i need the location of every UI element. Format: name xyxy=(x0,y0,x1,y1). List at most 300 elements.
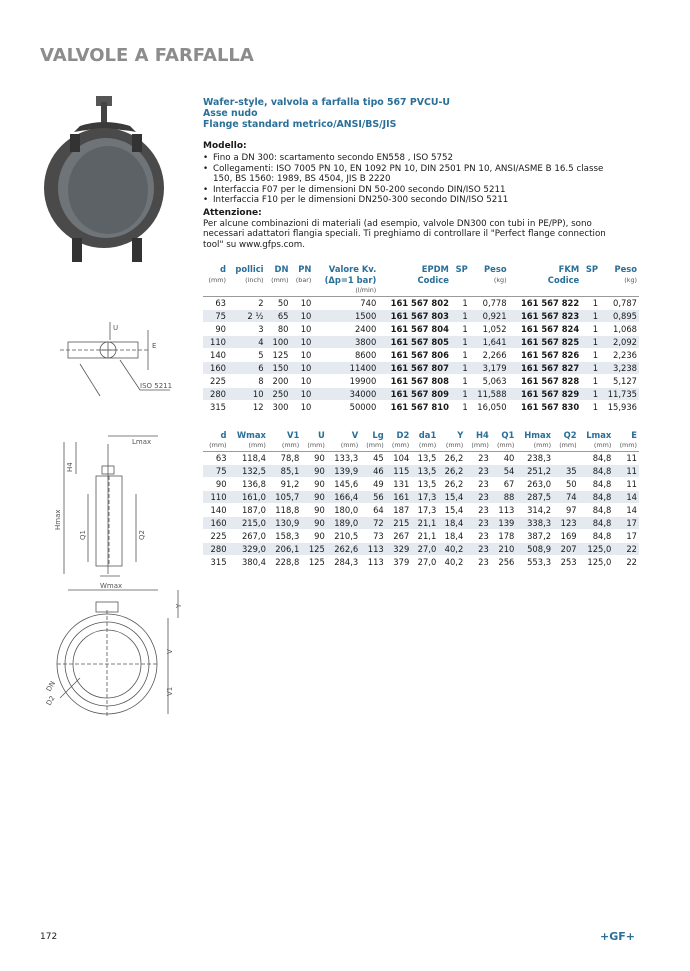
table-cell: 136,8 xyxy=(241,479,266,489)
model-heading: Modello: xyxy=(203,141,247,151)
table-cell: 251,2 xyxy=(516,465,553,478)
table-cell: 161 567 829 xyxy=(509,388,582,401)
table-cell: 1 xyxy=(462,324,468,334)
table-cell: 200 xyxy=(272,376,289,386)
col-unit: (mm) xyxy=(281,441,300,449)
col-unit: (mm) xyxy=(496,441,515,449)
table-cell: 1 xyxy=(451,310,470,323)
table-cell: 161 567 810 xyxy=(390,402,449,412)
h4-label: H4 xyxy=(66,462,74,472)
col-header: d xyxy=(219,264,226,274)
table-cell: 3,238 xyxy=(600,362,639,375)
codes-table-body xyxy=(203,297,639,414)
table-cell: 225 xyxy=(209,376,226,386)
table-cell: 10 xyxy=(291,362,314,375)
table-cell: 23 xyxy=(465,465,491,478)
table-cell: 97 xyxy=(565,505,577,515)
table-cell: 3 xyxy=(258,324,264,334)
col-header: H4 xyxy=(475,430,489,440)
table-cell: 2,092 xyxy=(600,336,639,349)
col-header: SP xyxy=(585,264,599,274)
col-unit: (mm) xyxy=(366,441,384,449)
table-cell: 215 xyxy=(386,517,412,530)
col-unit: (mm) xyxy=(340,441,359,449)
table-row xyxy=(203,517,639,530)
attention-text: Per alcune combinazioni di materiali (ad esempio, valvole DN300 con tubi in PE/PP), sono necessari adattatori flangia speciali. Ti preghiamo di controllare il "Perfect flange connection tool" su www.gfps.com. xyxy=(203,218,606,250)
table-cell: 160 xyxy=(203,517,229,530)
table-cell: 90 xyxy=(301,517,327,530)
table-cell: 1 xyxy=(451,362,470,375)
e-label: E xyxy=(152,342,157,350)
table-cell: 1 xyxy=(451,336,470,349)
table-cell: 16,050 xyxy=(477,402,507,412)
table-cell: 131 xyxy=(393,479,410,489)
table-cell: 1 xyxy=(462,376,468,386)
table-cell: 140 xyxy=(210,505,227,515)
table-cell: 90 xyxy=(314,505,325,515)
table-cell: 19900 xyxy=(349,376,377,386)
table-cell: 187 xyxy=(393,505,410,515)
table-cell: 11,588 xyxy=(470,388,509,401)
col-unit: (mm) xyxy=(533,441,552,449)
table-cell: 105,7 xyxy=(268,491,301,504)
table-cell: 13,5 xyxy=(417,453,437,463)
col-unit: (mm) xyxy=(559,441,577,449)
table-cell: 1 xyxy=(462,402,468,412)
dimensions-table-body xyxy=(203,452,639,569)
col-header: Valore Kv. xyxy=(328,264,377,274)
table-cell: 10 xyxy=(228,388,266,401)
table-cell: 132,5 xyxy=(229,465,268,478)
table-cell: 90 xyxy=(215,324,226,334)
table-cell: 91,2 xyxy=(280,479,300,489)
table-cell: 14 xyxy=(613,491,639,504)
table-cell: 178 xyxy=(498,531,515,541)
col-unit: (mm) xyxy=(619,441,637,449)
dn-label: DN xyxy=(44,679,58,693)
bullet-item: • Interfaccia F10 per le dimensioni DN250-300 secondo DIN/ISO 5211 xyxy=(203,195,616,206)
table-cell: 10 xyxy=(300,324,312,334)
table-cell: 2 xyxy=(258,298,264,308)
col-header-2: (Δp=1 bar) xyxy=(324,275,377,285)
table-cell: 118,8 xyxy=(275,505,300,515)
table-cell: 17,3 xyxy=(411,491,438,504)
table-cell: 26,2 xyxy=(438,465,465,478)
table-cell: 11 xyxy=(626,453,637,463)
col-header: EPDM xyxy=(421,264,449,274)
col-header: Wmax xyxy=(236,430,266,440)
table-cell: 10 xyxy=(291,388,314,401)
table-cell: 115 xyxy=(386,465,412,478)
table-cell: 180,0 xyxy=(334,505,359,515)
table-cell: 139 xyxy=(491,517,517,530)
col-header: Hmax xyxy=(524,430,552,440)
table-cell: 250 xyxy=(266,388,291,401)
col-header: da1 xyxy=(418,430,437,440)
table-cell: 1 xyxy=(581,388,600,401)
subtitle-line: Flange standard metrico/ANSI/BS/JIS xyxy=(203,119,397,130)
table-cell: 6 xyxy=(228,362,266,375)
table-cell: 133,3 xyxy=(334,453,359,463)
table-cell: 84,8 xyxy=(579,517,614,530)
table-cell: 166,4 xyxy=(327,491,360,504)
col-header: Q2 xyxy=(563,430,577,440)
table-cell: 65 xyxy=(266,310,291,323)
col-unit: (kg) xyxy=(624,276,637,284)
table-cell: 46 xyxy=(360,465,386,478)
dimensions-table xyxy=(203,430,639,569)
table-cell: 54 xyxy=(491,465,517,478)
table-cell: 329 xyxy=(386,543,412,556)
table-cell: 210 xyxy=(491,543,517,556)
table-cell: 64 xyxy=(373,505,384,515)
table-cell: 315 xyxy=(209,402,226,412)
table-cell: 10 xyxy=(291,336,314,349)
table-cell: 263,0 xyxy=(527,479,552,489)
table-cell: 253 xyxy=(560,557,577,567)
table-row xyxy=(203,323,639,336)
col-unit: (mm) xyxy=(593,441,612,449)
table-cell: 90 xyxy=(314,531,325,541)
table-cell: 26,2 xyxy=(444,453,464,463)
table-cell: 23 xyxy=(465,517,491,530)
table-cell: 75 xyxy=(203,310,228,323)
col-header: DN xyxy=(274,264,289,274)
table-cell: 1,052 xyxy=(482,324,507,334)
table-cell: 125 xyxy=(308,557,325,567)
bullet-item: • Collegamenti: ISO 7005 PN 10, EN 1092 PN 10, DIN 2501 PN 10, ANSI/ASME B 16.5 classe 150, BS 1560: 1989, BS 4504, JIS B 2220 xyxy=(203,164,616,185)
table-cell: 15,936 xyxy=(607,402,637,412)
table-cell: 150 xyxy=(266,362,291,375)
table-cell: 125,0 xyxy=(579,543,614,556)
table-cell: 1 xyxy=(451,388,470,401)
table-cell: 140 xyxy=(209,350,226,360)
table-row xyxy=(203,349,639,362)
table-row xyxy=(203,504,639,517)
table-cell: 113 xyxy=(498,505,515,515)
subtitle-line: Wafer-style, valvola a farfalla tipo 567 PVCU-U xyxy=(203,97,450,108)
bullet-item: • Interfaccia F07 per le dimensioni DN 50-200 secondo DIN/ISO 5211 xyxy=(203,185,616,196)
col-unit: (mm) xyxy=(208,276,226,284)
table-cell: 22 xyxy=(626,557,637,567)
table-cell: 284,3 xyxy=(334,557,359,567)
q1-label: Q1 xyxy=(79,530,87,540)
table-cell: 1 xyxy=(581,336,600,349)
table-cell: 1500 xyxy=(313,310,378,323)
table-row xyxy=(203,388,639,401)
y-label: Y xyxy=(175,603,183,608)
col-header: V1 xyxy=(286,430,300,440)
table-cell: 90 xyxy=(215,479,227,489)
table-cell: 387,2 xyxy=(527,531,552,541)
table-cell: 125 xyxy=(301,543,327,556)
table-cell: 262,6 xyxy=(327,543,360,556)
table-cell: 63 xyxy=(215,453,227,463)
table-cell: 123 xyxy=(553,517,579,530)
table-cell: 27,0 xyxy=(417,557,437,567)
table-cell: 1 xyxy=(592,298,599,308)
valve-product-image xyxy=(40,88,198,278)
col-unit: (l/min) xyxy=(355,286,377,294)
product-content xyxy=(203,97,637,569)
col-unit: (mm) xyxy=(209,441,227,449)
table-cell: 338,3 xyxy=(516,517,553,530)
table-cell: 300 xyxy=(272,402,289,412)
table-row xyxy=(203,530,639,543)
table-cell: 267 xyxy=(393,531,410,541)
col-header: Q1 xyxy=(501,430,515,440)
iso-label: ISO 5211 xyxy=(140,382,173,390)
table-cell: 3,179 xyxy=(470,362,509,375)
table-cell: 145,6 xyxy=(334,479,359,489)
technical-drawings xyxy=(40,88,198,728)
table-cell: 315 xyxy=(210,557,227,567)
table-cell: 125 xyxy=(272,350,289,360)
col-header: U xyxy=(318,430,325,440)
table-cell: 161 567 806 xyxy=(390,350,449,360)
table-cell: 161 567 825 xyxy=(509,336,582,349)
table-row xyxy=(203,375,639,388)
table-cell: 78,8 xyxy=(280,453,300,463)
col-unit: (mm) xyxy=(418,441,437,449)
table-cell: 5,127 xyxy=(613,376,637,386)
col-header: FKM xyxy=(558,264,580,274)
table-cell: 40 xyxy=(503,453,515,463)
table-cell: 161 567 826 xyxy=(520,350,580,360)
table-cell: 553,3 xyxy=(527,557,552,567)
table-cell: 35 xyxy=(553,465,579,478)
col-unit: (mm) xyxy=(471,441,489,449)
table-cell: 50 xyxy=(565,479,577,489)
table-cell: 17,3 xyxy=(417,505,437,515)
col-header: Lmax xyxy=(586,430,612,440)
col-header: Peso xyxy=(484,264,507,274)
table-cell: 256 xyxy=(498,557,515,567)
table-cell: 2,266 xyxy=(482,350,507,360)
table-cell: 1 xyxy=(592,376,599,386)
table-cell: 0,787 xyxy=(613,298,637,308)
col-header: D2 xyxy=(396,430,410,440)
col-header: V xyxy=(351,430,359,440)
table-cell: 23 xyxy=(478,557,489,567)
table-cell: 13,5 xyxy=(411,465,438,478)
table-cell: 267,0 xyxy=(241,531,266,541)
table-cell: 139,9 xyxy=(327,465,360,478)
table-cell: 84,8 xyxy=(592,531,612,541)
table-cell: 215,0 xyxy=(229,517,268,530)
table-cell: 22 xyxy=(613,543,639,556)
table-cell: 280 xyxy=(203,543,229,556)
table-row xyxy=(203,478,639,491)
col-header: SP xyxy=(455,264,468,274)
subtitle-line: Asse nudo xyxy=(203,108,258,119)
table-cell: 40,2 xyxy=(444,557,464,567)
valve-side-view-drawing xyxy=(40,434,198,584)
table-cell: 23 xyxy=(478,505,489,515)
u-label: U xyxy=(113,324,119,332)
table-cell: 85,1 xyxy=(268,465,301,478)
page-title: VALVOLE A FARFALLA xyxy=(40,45,254,66)
table-cell: 56 xyxy=(360,491,386,504)
table-cell: 10 xyxy=(300,376,312,386)
table-cell: 50000 xyxy=(349,402,377,412)
table-cell: 15,4 xyxy=(438,491,465,504)
hmax-label: Hmax xyxy=(54,509,62,530)
col-unit xyxy=(581,275,600,286)
table-cell: 161 567 807 xyxy=(378,362,451,375)
table-row xyxy=(203,543,639,556)
table-cell: 238,3 xyxy=(527,453,552,463)
table-cell: 113 xyxy=(360,543,386,556)
table-row xyxy=(203,310,639,323)
table-cell: 1,641 xyxy=(470,336,509,349)
table-cell: 161 567 822 xyxy=(520,298,580,308)
table-cell: 23 xyxy=(465,543,491,556)
table-cell: 63 xyxy=(215,298,226,308)
table-cell: 11,735 xyxy=(600,388,639,401)
q2-label: Q2 xyxy=(138,530,146,540)
brand-logo: +GF+ xyxy=(600,930,635,943)
table-cell: 100 xyxy=(266,336,291,349)
table-cell: 84,8 xyxy=(592,453,612,463)
table-cell: 113 xyxy=(367,557,384,567)
table-cell: 161,0 xyxy=(229,491,268,504)
table-cell: 1,068 xyxy=(613,324,637,334)
table-cell: 17 xyxy=(613,517,639,530)
col-unit: (mm) xyxy=(445,441,464,449)
table-cell: 329,0 xyxy=(229,543,268,556)
table-cell: 50 xyxy=(277,298,289,308)
col-unit: (mm) xyxy=(248,441,266,449)
table-cell: 10 xyxy=(300,298,312,308)
table-cell xyxy=(553,452,579,465)
table-cell: 14 xyxy=(626,505,637,515)
table-cell: 90 xyxy=(314,479,325,489)
table-row xyxy=(203,556,639,569)
table-row xyxy=(203,465,639,478)
table-cell: 74 xyxy=(553,491,579,504)
table-cell: 161 567 827 xyxy=(509,362,582,375)
table-row xyxy=(203,362,639,375)
col-header: PN xyxy=(298,264,312,274)
table-cell: 161 567 824 xyxy=(520,324,580,334)
table-cell: 11 xyxy=(626,479,637,489)
table-cell: 1 xyxy=(592,402,599,412)
table-cell: 104 xyxy=(393,453,410,463)
table-cell: 161 567 803 xyxy=(378,310,451,323)
table-row xyxy=(203,452,639,465)
table-cell: 161 567 830 xyxy=(520,402,580,412)
table-row xyxy=(203,297,639,310)
col-header: E xyxy=(631,430,637,440)
table-cell: 26,2 xyxy=(444,479,464,489)
table-cell: 5 xyxy=(258,350,264,360)
table-cell: 161 567 808 xyxy=(390,376,449,386)
table-cell: 1 xyxy=(581,310,600,323)
v1-label: V1 xyxy=(166,686,174,696)
table-cell: 0,895 xyxy=(600,310,639,323)
table-cell: 130,9 xyxy=(268,517,301,530)
table-cell: 10 xyxy=(291,310,314,323)
col-header: Y xyxy=(457,430,464,440)
table-cell: 287,5 xyxy=(516,491,553,504)
col-header: pollici xyxy=(235,264,264,274)
table-cell: 207 xyxy=(553,543,579,556)
table-cell: 206,1 xyxy=(268,543,301,556)
col-unit: (bar) xyxy=(295,276,312,284)
table-cell: 12 xyxy=(252,402,264,412)
table-cell: 125,0 xyxy=(587,557,612,567)
table-cell: 158,3 xyxy=(275,531,300,541)
table-cell: 4 xyxy=(228,336,266,349)
table-cell: 23 xyxy=(478,453,489,463)
table-cell: 225 xyxy=(210,531,227,541)
attention-heading: Attenzione: xyxy=(203,207,262,218)
table-cell: 187,0 xyxy=(241,505,266,515)
table-cell: 18,4 xyxy=(444,531,464,541)
table-cell: 0,778 xyxy=(482,298,507,308)
table-cell: 10 xyxy=(300,402,312,412)
table-cell: 380,4 xyxy=(241,557,266,567)
table-cell: 110 xyxy=(203,491,229,504)
table-cell: 15,4 xyxy=(444,505,464,515)
table-cell: 75 xyxy=(203,465,229,478)
lmax-label: Lmax xyxy=(132,438,152,446)
table-row xyxy=(203,401,639,414)
table-cell: 18,4 xyxy=(438,517,465,530)
table-cell: 228,8 xyxy=(275,557,300,567)
table-cell: 210,5 xyxy=(334,531,359,541)
table-cell: 118,4 xyxy=(241,453,266,463)
table-cell: 161 567 809 xyxy=(378,388,451,401)
table-cell: 2,236 xyxy=(613,350,637,360)
table-cell: 73 xyxy=(373,531,384,541)
table-cell: 2 ½ xyxy=(228,310,266,323)
table-cell: 84,8 xyxy=(579,465,614,478)
table-cell: 3800 xyxy=(313,336,378,349)
col-unit: (kg) xyxy=(493,276,507,284)
col-unit: (inch) xyxy=(245,276,264,284)
table-cell: 314,2 xyxy=(527,505,552,515)
table-cell: 161 567 802 xyxy=(390,298,449,308)
table-cell: 27,0 xyxy=(411,543,438,556)
d2-label: D2 xyxy=(44,694,57,707)
table-cell: 161 567 823 xyxy=(509,310,582,323)
col-unit: (mm) xyxy=(271,276,289,284)
col-header-2: Codice xyxy=(547,275,580,285)
table-cell: 1 xyxy=(462,350,468,360)
col-unit: (mm) xyxy=(307,441,325,449)
table-cell: 1 xyxy=(462,298,468,308)
bullet-item: • Fino a DN 300: scartamento secondo EN558 , ISO 5752 xyxy=(203,153,616,164)
table-cell: 34000 xyxy=(313,388,378,401)
table-cell: 90 xyxy=(301,465,327,478)
col-header-2: Codice xyxy=(417,275,449,285)
model-bullets xyxy=(203,153,616,206)
table-cell: 23 xyxy=(465,491,491,504)
product-subtitle xyxy=(203,97,616,130)
table-cell: 110 xyxy=(203,336,228,349)
table-cell: 740 xyxy=(360,298,377,308)
col-unit: (mm) xyxy=(391,441,410,449)
table-cell: 23 xyxy=(478,531,489,541)
table-cell: 84,8 xyxy=(579,491,614,504)
table-cell: 161 xyxy=(386,491,412,504)
col-header: Peso xyxy=(614,264,637,274)
table-cell: 5,063 xyxy=(482,376,507,386)
table-cell: 1 xyxy=(581,362,600,375)
table-row xyxy=(203,336,639,349)
